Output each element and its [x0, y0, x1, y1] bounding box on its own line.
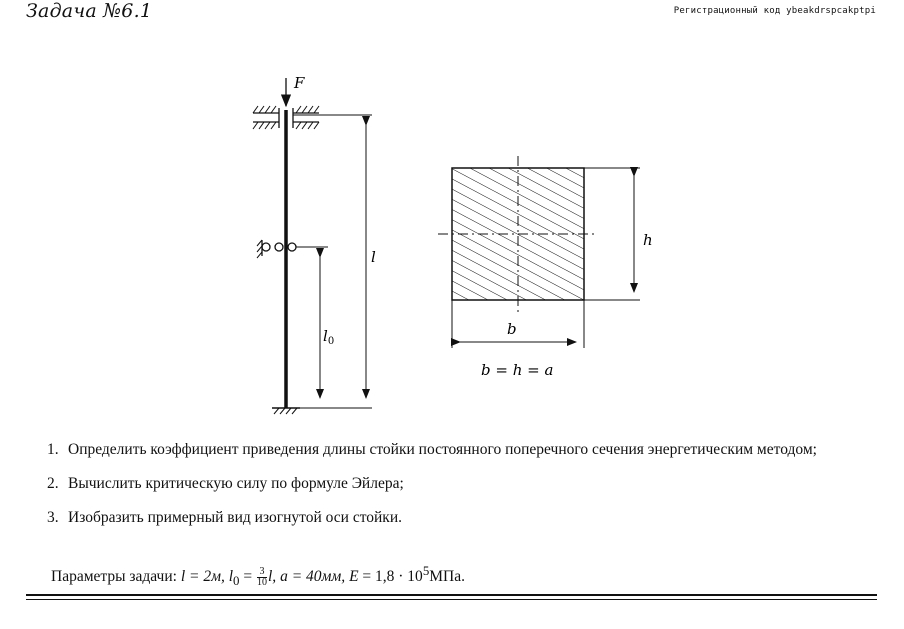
task-text: Вычислить критическую силу по формуле Эйлера; [68, 475, 404, 492]
sub-length-label: $l_0$ [323, 327, 335, 347]
task-text: Определить коэффициент приведения длины стойки постоянного поперечного сечения энергетическим методом; [68, 441, 817, 458]
dimension-l [293, 115, 376, 408]
params-prefix: Параметры задачи: [51, 568, 177, 586]
length-label: l [371, 248, 376, 266]
param-E: $E = 1,8 \cdot 10^5МПа$. [349, 563, 465, 586]
task-item-3 [44, 508, 878, 528]
task-parameters [51, 563, 465, 589]
dimension-l0 [296, 247, 334, 398]
task-number: 2. [47, 475, 59, 492]
force-label: F [294, 74, 305, 92]
height-label: h [643, 231, 653, 249]
task-list [44, 440, 878, 528]
bottom-rule-thin [26, 599, 877, 600]
task-number: 1. [47, 441, 59, 458]
param-l: l = 2м, [180, 568, 225, 586]
fraction: $\frac{3}{10}$ [257, 566, 267, 589]
column-group [253, 74, 376, 414]
task-item-1 [44, 440, 878, 460]
param-a: a = 40мм, [280, 568, 346, 586]
bottom-rule-thick [26, 594, 877, 596]
task-number: 3. [47, 509, 59, 526]
middle-support [257, 240, 296, 258]
task-title: Задача №6.1 [26, 0, 153, 22]
registration-code: Регистрационный код ybeakdrspcakptpi [673, 6, 876, 16]
width-label: b [507, 320, 517, 338]
task-item-2 [44, 474, 878, 494]
cross-section [438, 156, 653, 379]
task-text: Изобразить примерный вид изогнутой оси стойки. [68, 509, 403, 526]
equality-label: b = h = a [481, 361, 554, 379]
bottom-support [272, 408, 300, 414]
param-l0: $l_0$ = $\frac{3}{10}$ l, [228, 566, 277, 589]
